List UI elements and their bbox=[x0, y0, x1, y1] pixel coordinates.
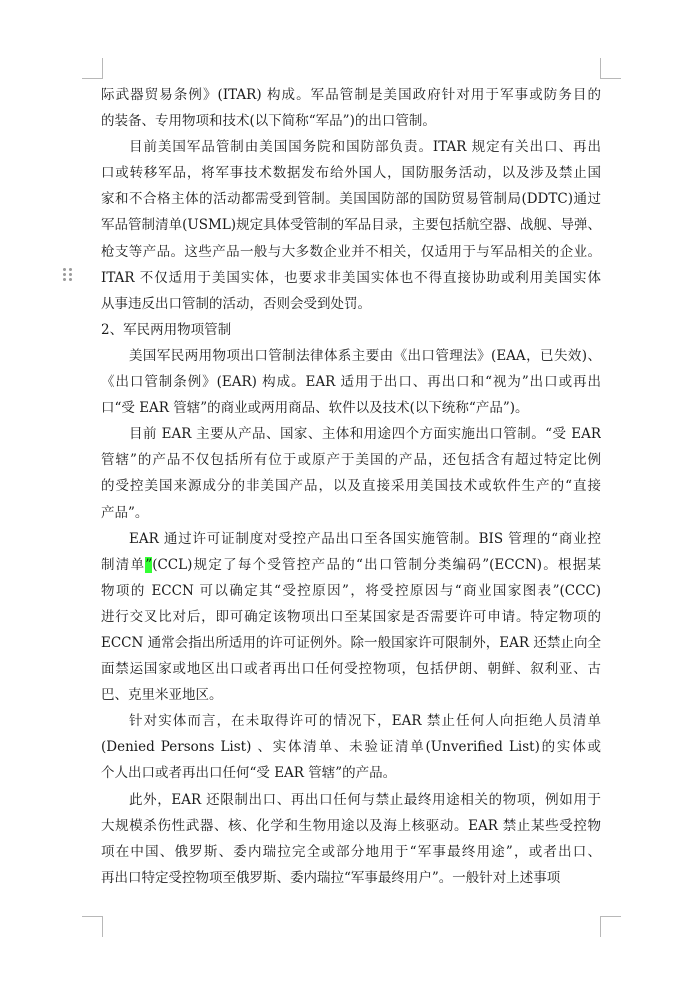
crop-mark-bottom-right bbox=[600, 916, 621, 937]
paragraph bbox=[101, 343, 601, 421]
text-line: 巴、克里米亚地区。 bbox=[101, 687, 223, 704]
section-heading bbox=[101, 317, 601, 343]
paragraph bbox=[101, 526, 601, 709]
text-line: 家和不合格主体的活动都需受到管制。美国国防部的国防贸易管制局(DDTC)通过 bbox=[101, 191, 601, 208]
text-line: (Denied Persons List) 、实体清单、未验证清单(Unverified List)的实体或 bbox=[101, 739, 601, 756]
text-line: 产品”。 bbox=[101, 504, 149, 521]
text-line: EAR 通过许可证制度对受控产品出口至各国实施管制。BIS 管理的“商业控 bbox=[129, 530, 601, 547]
text-line: 2、军民两用物项管制 bbox=[101, 321, 232, 338]
text-line: 的受控美国来源成分的非美国产品，以及直接采用美国技术或软件生产的“直接 bbox=[101, 478, 601, 495]
crop-mark-top-right bbox=[600, 58, 621, 79]
text-line: 美国军民两用物项出口管制法律体系主要由《出口管理法》(EAA，已失效)、 bbox=[129, 347, 601, 364]
text-line: 从事违反出口管制的活动，否则会受到处罚。 bbox=[101, 295, 371, 312]
text-line: 再出口特定受控物项至俄罗斯、委内瑞拉“军事最终用户”。一般针对上述事项 bbox=[101, 869, 561, 886]
text-line: 面禁运国家或地区出口或者再出口任何受控物项，包括伊朗、朝鲜、叙利亚、古 bbox=[101, 661, 601, 678]
text-line: 项在中国、俄罗斯、委内瑞拉完全或部分地用于“军事最终用途”，或者出口、 bbox=[101, 843, 601, 860]
paragraph bbox=[101, 82, 601, 134]
paragraph-drag-handle-icon[interactable] bbox=[63, 268, 73, 284]
text-line: 《出口管制条例》(EAR) 构成。EAR 适用于出口、再出口和“视为”出口或再出 bbox=[101, 374, 601, 391]
text-line: 物项的 ECCN 可以确定其“受控原因”，将受控原因与“商业国家图表”(CCC) bbox=[101, 582, 601, 599]
paragraph bbox=[101, 787, 601, 891]
text-line: 大规模杀伤性武器、核、化学和生物用途以及海上核驱动。EAR 禁止某些受控物 bbox=[101, 817, 601, 834]
text-line: 进行交叉比对后，即可确定该物项出口至某国家是否需要许可申请。特定物项的 bbox=[101, 608, 601, 625]
text-line: 军品管制清单(USML)规定具体受管制的军品目录，主要包括航空器、战舰、导弹、 bbox=[101, 217, 601, 234]
crop-mark-bottom-left bbox=[82, 916, 103, 937]
text-highlight: ” bbox=[145, 556, 153, 573]
text-line: 制清单”(CCL)规定了每个受管控产品的“出口管制分类编码”(ECCN)。根据某 bbox=[101, 556, 601, 573]
text-line: 管辖”的产品不仅包括所有位于或原产于美国的产品，还包括含有超过特定比例 bbox=[101, 452, 601, 469]
text-line: 口“受 EAR 管辖”的商业或两用商品、软件以及技术(以下统称“产品”)。 bbox=[101, 400, 529, 417]
paragraph bbox=[101, 421, 601, 525]
text-line: 口或转移军品，将军事技术数据发布给外国人，国防服务活动，以及涉及禁止国 bbox=[101, 165, 601, 182]
paragraph bbox=[101, 708, 601, 786]
text-line: 个人出口或者再出口任何“受 EAR 管辖”的产品。 bbox=[101, 765, 397, 782]
text-line: 目前 EAR 主要从产品、国家、主体和用途四个方面实施出口管制。“受 EAR bbox=[129, 426, 601, 443]
text-line: 目前美国军品管制由美国国务院和国防部负责。ITAR 规定有关出口、再出 bbox=[129, 139, 601, 156]
text-line: 此外，EAR 还限制出口、再出口任何与禁止最终用途相关的物项，例如用于 bbox=[129, 791, 601, 808]
document-body[interactable] bbox=[101, 82, 601, 891]
text-line: ITAR 不仅适用于美国实体，也要求非美国实体也不得直接协助或利用美国实体 bbox=[101, 269, 601, 286]
paragraph bbox=[101, 134, 601, 317]
text-line: 际武器贸易条例》(ITAR) 构成。军品管制是美国政府针对用于军事或防务目的 bbox=[101, 87, 601, 103]
text-line: 枪支等产品。这些产品一般与大多数企业并不相关，仅适用于与军品相关的企业。 bbox=[101, 243, 601, 260]
text-line: 针对实体而言，在未取得许可的情况下，EAR 禁止任何人向拒绝人员清单 bbox=[129, 713, 601, 730]
text-line: 的装备、专用物项和技术(以下简称“军品”)的出口管制。 bbox=[101, 113, 436, 130]
crop-mark-top-left bbox=[82, 58, 103, 79]
text-line: ECCN 通常会指出所适用的许可证例外。除一般国家许可限制外，EAR 还禁止向全 bbox=[101, 634, 601, 651]
